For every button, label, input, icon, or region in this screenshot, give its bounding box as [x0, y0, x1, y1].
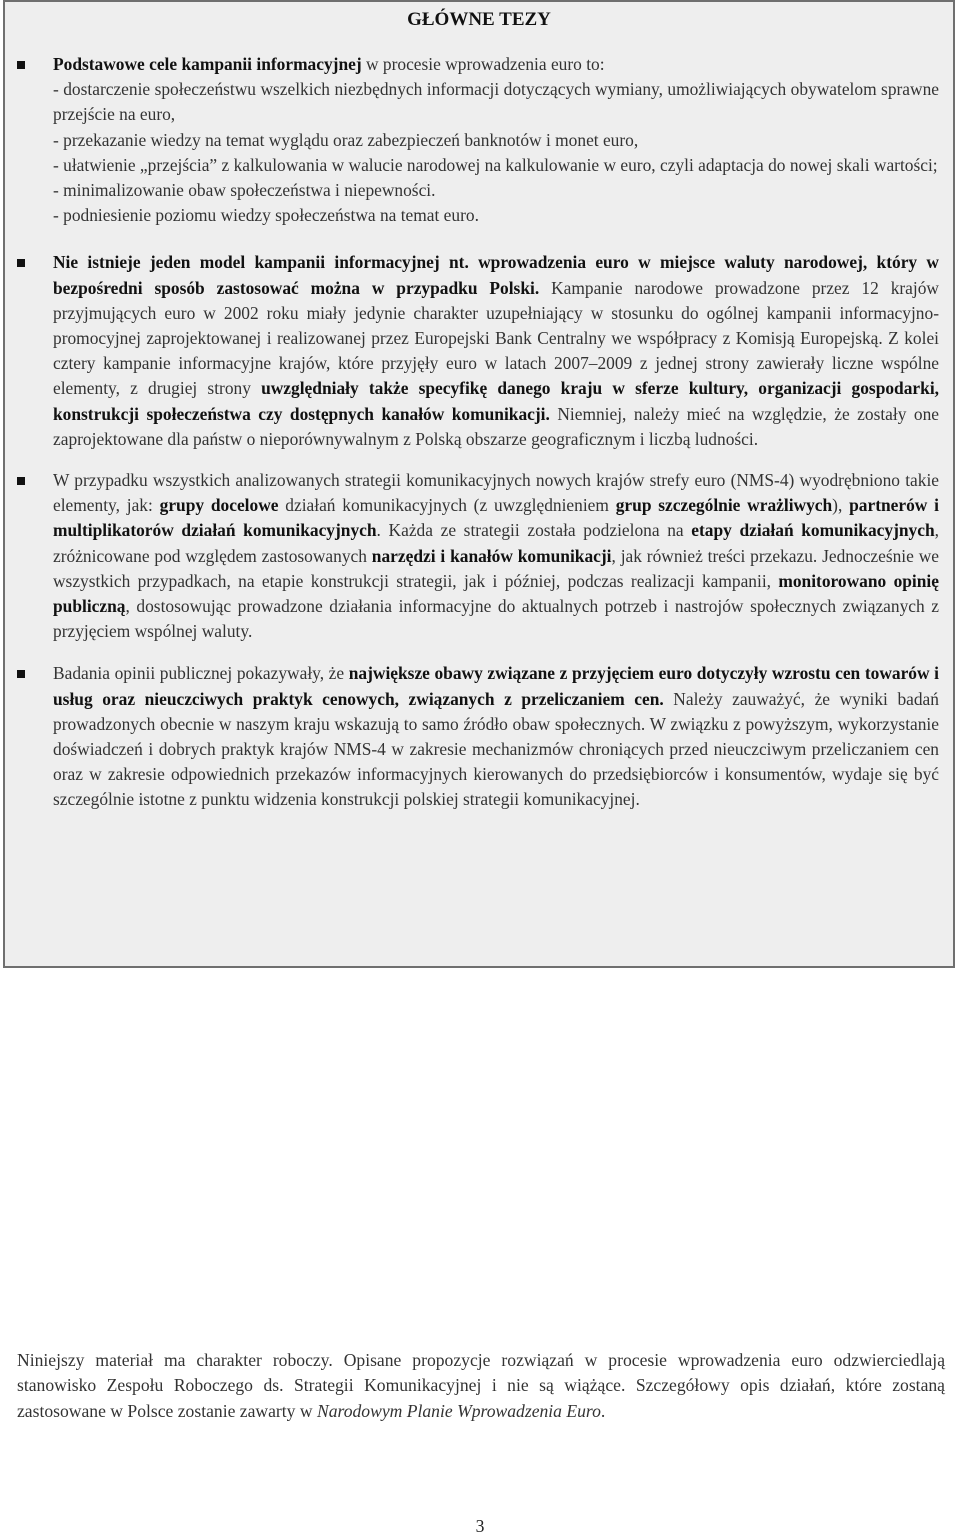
square-bullet-icon [17, 477, 25, 485]
list-item: - minimalizowanie obaw społeczeństwa i niepewności. [53, 180, 436, 201]
goals-intro: Podstawowe cele kampanii informacyjnej w procesie wprowadzenia euro to: [53, 54, 605, 74]
thesis-bullet-public-opinion [5, 661, 953, 812]
paragraph: Badania opinii publicznej pokazywały, że największe obawy związane z przyjęciem euro dotyczyły wzrostu cen towarów i usług oraz nieuczciwych praktyk cenowych, związanych z przeliczaniem cen. Należy zauważyć, że wyniki badań prowadzonych obecnie w naszym kraju wskazują to samo źródło obaw społecznych. W związku z powyższym, wykorzystanie doświadczeń i dobrych praktyk krajów NMS-4 w zakresie mechanizmów chroniących przed nieuczciwym przeliczaniem cen oraz w zakresie odpowiednich przekazów informacyjnych kierowanych do przedsiębiorców i konsumentów, wydaje się być szczególnie istotne z punktu widzenia konstrukcji polskiej strategii komunikacyjnej. [53, 663, 939, 810]
paragraph: Nie istnieje jeden model kampanii informacyjnej nt. wprowadzenia euro w miejsce waluty narodowej, który w bezpośredni sposób zastosować można w przypadku Polski. Kampanie narodowe prowadzone przez 12 krajów przyjmujących euro w 2002 roku miały jedynie charakter uzupełniający w stosunku do ogólnej kampanii informacyjno-promocyjnej zaprojektowanej i realizowanej przez Europejski Bank Centralny we współpracy z Komisją Europejską. Z kolei cztery kampanie informacyjne krajów, które przyjęły euro w latach 2007–2009 z jednej strony zawierały liczne wspólne elementy, z drugiej strony uwzględniały także specyfikę danego kraju w sferze kultury, organizacji gospodarki, konstrukcji społeczeństwa czy dostępnych kanałów komunikacji. Niemniej, należy mieć na względzie, że zostały one zaprojektowane dla państw o nieporównywalnym z Polską obszarze geograficznym i liczbą ludności. [53, 252, 940, 449]
disclaimer-footer [17, 1348, 945, 1424]
thesis-bullet-strategies [5, 468, 953, 644]
goals-list [19, 77, 939, 228]
square-bullet-icon [17, 670, 25, 678]
disclaimer-text: Niniejszy materiał ma charakter roboczy. Opisane propozycje rozwiązań w procesie wprowadzenia euro odzwierciedlają stanowisko Zespołu Roboczego ds. Strategii Komunikacyjnej i nie są wiążące. Szczegółowy opis działań, które zostaną zastosowane w Polsce zostanie zawarty w Narodowym Planie Wprowadzenia Euro. [17, 1350, 945, 1421]
thesis-bullet-goals [5, 52, 953, 228]
list-item: - podniesienie poziomu wiedzy społeczeństwa na temat euro. [53, 205, 479, 226]
main-theses-box [3, 0, 955, 968]
paragraph: W przypadku wszystkich analizowanych strategii komunikacyjnych nowych krajów strefy euro (NMS-4) wyodrębniono takie elementy, jak: grupy docelowe działań komunikacyjnych (z uwzględnieniem grup szczególnie wrażliwych), partnerów i multiplikatorów działań komunikacyjnych. Każda ze strategii została podzielona na etapy działań komunikacyjnych, zróżnicowane pod względem zastosowanych narzędzi i kanałów komunikacji, jak również treści przekazu. Jednocześnie we wszystkich przypadkach, na etapie konstrukcji strategii, jak i później, podczas realizacji kampanii, monitorowano opinię publiczną, dostosowując prowadzone działania informacyjne do aktualnych potrzeb i nastrojów społecznych związanych z przyjęciem wspólnej waluty. [53, 470, 939, 642]
list-item: - ułatwienie „przejścia” z kalkulowania w walucie narodowej na kalkulowanie w euro, czyli adaptacja do nowej skali wartości; [53, 154, 938, 175]
list-item: - dostarczenie społeczeństwu wszelkich niezbędnych informacji dotyczących wymiany, umożliwiających obywatelom sprawne przejście na euro, [53, 79, 939, 125]
page-number: 3 [475, 1516, 485, 1536]
square-bullet-icon [17, 259, 25, 267]
box-title: GŁÓWNE TEZY [407, 9, 551, 30]
list-item: - przekazanie wiedzy na temat wyglądu oraz zabezpieczeń banknotów i monet euro, [53, 129, 639, 150]
thesis-bullet-no-single-model [5, 250, 953, 452]
square-bullet-icon [17, 61, 25, 69]
